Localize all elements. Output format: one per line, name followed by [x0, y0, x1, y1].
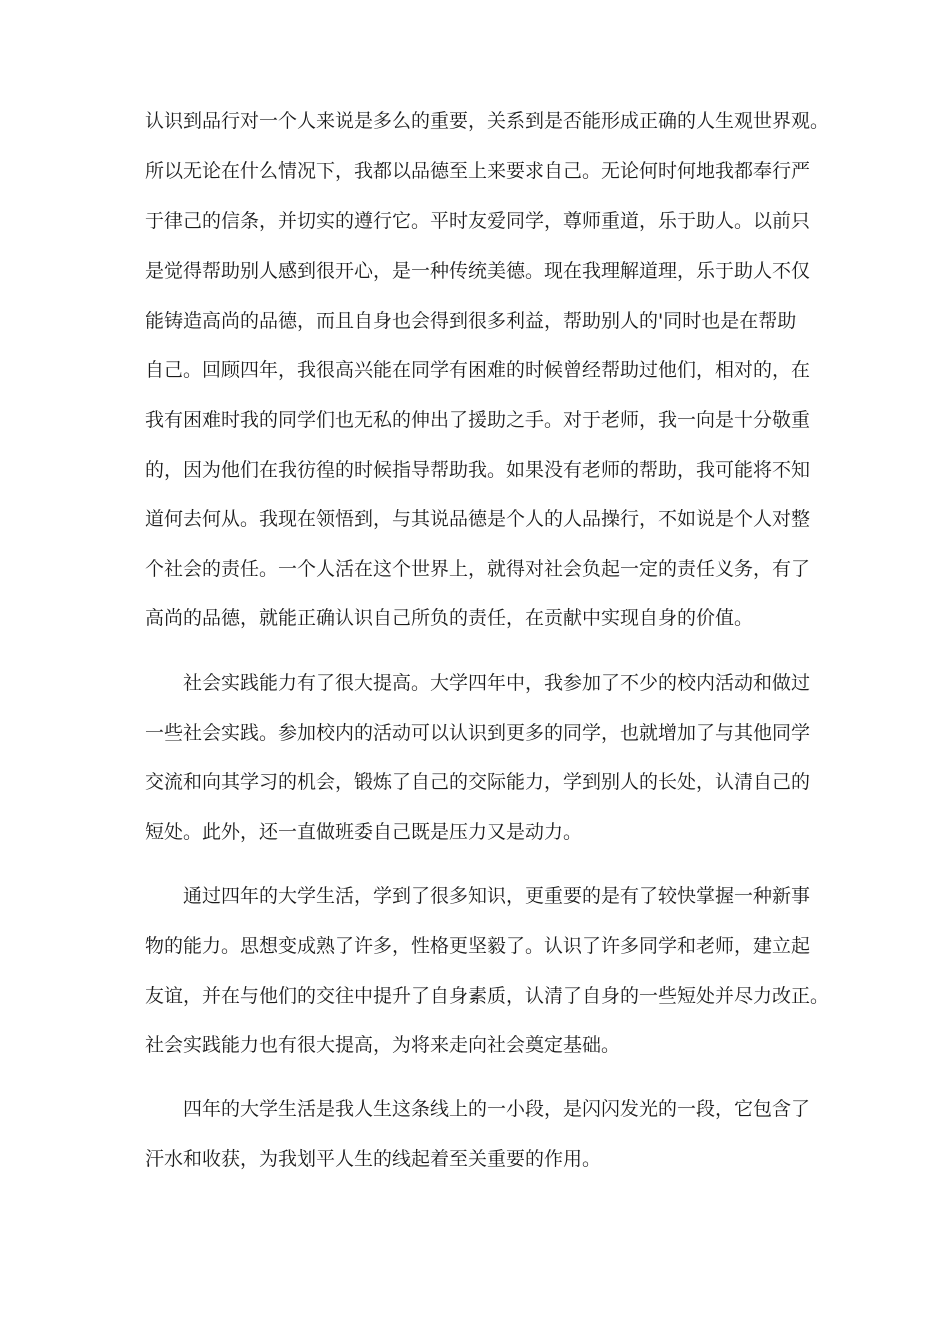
paragraph-2-line-2: 一些社会实践。参加校内的活动可以认识到更多的同学，也就增加了与其他同学: [145, 722, 811, 744]
paragraph-2-line-3: 交流和向其学习的机会，锻炼了自己的交际能力，学到别人的长处，认清自己的: [145, 771, 811, 793]
paragraph-2-line-1: 社会实践能力有了很大提高。大学四年中，我参加了不少的校内活动和做过: [183, 672, 811, 694]
paragraph-1-line-6: 自己。回顾四年，我很高兴能在同学有困难的时候曾经帮助过他们，相对的，在: [145, 359, 811, 381]
paragraph-4-line-1: 四年的大学生活是我人生这条线上的一小段，是闪闪发光的一段，它包含了: [183, 1098, 811, 1120]
paragraph-1-line-8: 的，因为他们在我彷徨的时候指导帮助我。如果没有老师的帮助，我可能将不知: [145, 459, 811, 481]
paragraph-1-line-4: 是觉得帮助别人感到很开心，是一种传统美德。现在我理解道理，乐于助人不仅: [145, 260, 811, 282]
paragraph-3-line-4: 社会实践能力也有很大提高，为将来走向社会奠定基础。: [145, 1034, 621, 1056]
paragraph-1-line-9: 道何去何从。我现在领悟到，与其说品德是个人的人品操行，不如说是个人对整: [145, 508, 811, 530]
paragraph-1-line-2: 所以无论在什么情况下，我都以品德至上来要求自己。无论何时何地我都奉行严: [145, 160, 811, 182]
paragraph-1-line-10: 个社会的责任。一个人活在这个世界上，就得对社会负起一定的责任义务，有了: [145, 558, 811, 580]
paragraph-3-line-3: 友谊，并在与他们的交往中提升了自身素质，认清了自身的一些短处并尽力改正。: [145, 985, 830, 1007]
paragraph-3-line-1: 通过四年的大学生活，学到了很多知识，更重要的是有了较快掌握一种新事: [183, 885, 811, 907]
paragraph-1-line-11: 高尚的品德，就能正确认识自己所负的责任，在贡献中实现自身的价值。: [145, 607, 754, 629]
paragraph-2-line-4: 短处。此外，还一直做班委自己既是压力又是动力。: [145, 821, 583, 843]
paragraph-1-line-1: 认识到品行对一个人来说是多么的重要，关系到是否能形成正确的人生观世界观。: [145, 110, 830, 132]
paragraph-1-line-3: 于律己的信条，并切实的遵行它。平时友爱同学，尊师重道，乐于助人。以前只: [145, 210, 811, 232]
paragraph-3-line-2: 物的能力。思想变成熟了许多，性格更坚毅了。认识了许多同学和老师，建立起: [145, 935, 811, 957]
paragraph-1-line-5: 能铸造高尚的品德，而且自身也会得到很多利益，帮助别人的'同时也是在帮助: [145, 310, 797, 332]
paragraph-4-line-2: 汗水和收获，为我划平人生的线起着至关重要的作用。: [145, 1148, 602, 1170]
paragraph-1-line-7: 我有困难时我的同学们也无私的伸出了援助之手。对于老师，我一向是十分敬重: [145, 409, 811, 431]
